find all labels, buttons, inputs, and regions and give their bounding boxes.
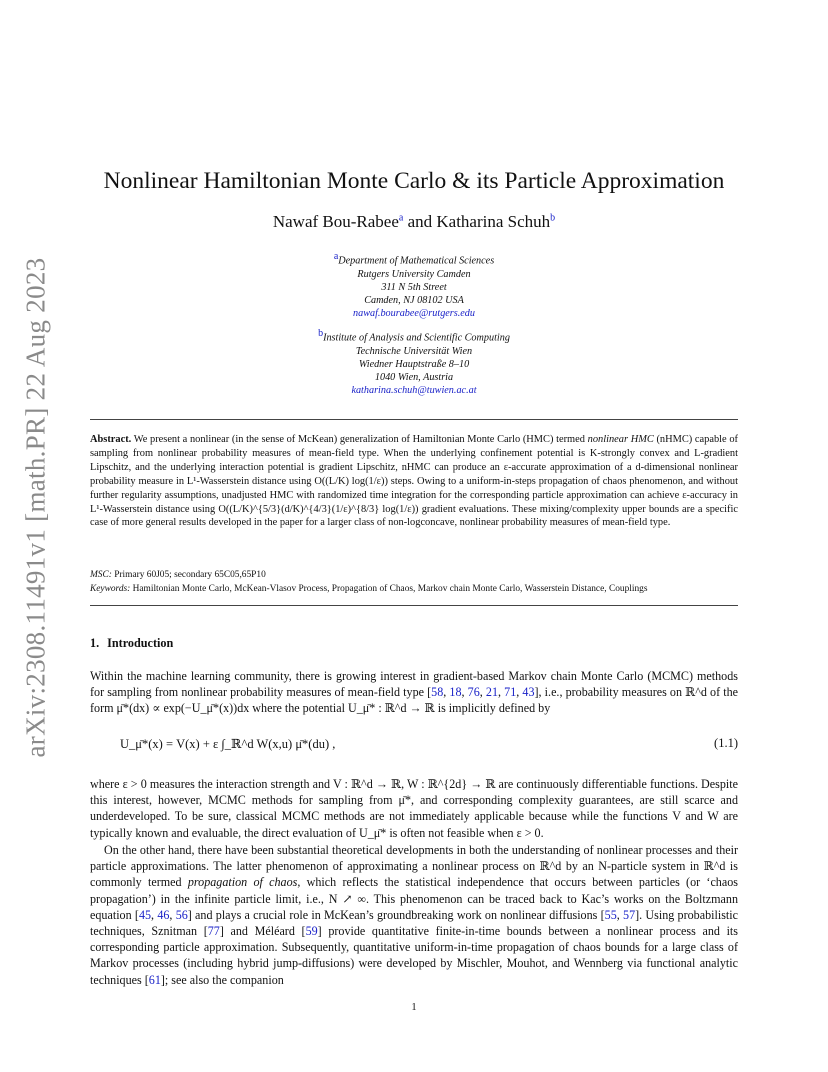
affiliation-mark[interactable]: a: [398, 212, 404, 224]
abstract-text: K-strongly convex and L-gradient Lipschitz, and the underlying interaction potential is gradient Lipschitz, nHMC can produce an ε-accurate approximation of a d-dimensional nonlinear probability measure in L¹-Wasserstein distance using O((L/K) log(1/ε)) steps. Owing to a uniform-in-steps propagation of chaos phenomenon, and without further regularity assumptions, unadjusted HMC with randomized time integration for the corresponding particle approximation can achieve ε-accuracy in L¹-Wasserstein distance using O((L/K)^{5/3}(d/K)^{4/3}(1/ε)^{8/3} log(1/ε)) gradient evaluations. These mixing/complexity upper bounds are a specific case of more general results developed in the paper for a larger class of non-logconcave, nonlinear probability measures of mean-field type.: [90, 447, 738, 529]
abstract-text: (nHMC) capable of sampling from nonlinear probability measures of mean-field type. When the underlying confinement potential is: [90, 434, 738, 459]
divider-rule: [90, 605, 738, 606]
keywords-text: Hamiltonian Monte Carlo, McKean-Vlasov Process, Propagation of Chaos, Markov chain Monte Carlo, Wasserstein Distance, Couplings: [132, 584, 648, 594]
paragraph-text: ]; see also the companion: [160, 972, 284, 987]
citation-link[interactable]: 58: [431, 685, 444, 700]
section-number: 1.: [90, 636, 100, 650]
affiliation-institution: Rutgers University Camden: [357, 268, 471, 280]
citation-link[interactable]: 61: [148, 972, 161, 987]
paragraph: On the other hand, there have been substantial theoretical developments in both the understanding of nonlinear processes and their particle approximations. The latter phenomenon of approximating a nonlinear process on ℝ^d by an N-particle system in ℝ^d is commonly termed propagation of chaos, which reflects the statistical independence that occurs between particles (or ‘chaos propagation’) in the infinite particle limit, i.e., N ↗ ∞. This phenomenon can be traced back to Kac’s works on the Boltzmann equation [45, 46, 56] and plays a crucial role in McKean’s groundbreaking work on nonlinear diffusions [55, 57]. Using probabilistic techniques, Sznitman [77] and Méléard [59] provide quantitative finite-in-time bounds between a nonlinear process and its corresponding particle approximation. Subsequently, quantitative uniform-in-time propagation of chaos bounds for a large class of Markov processes (including hybrid jump-diffusions) were developed by Mischler, Mouhot, and Wennberg via functional analytic techniques [61]; see also the companion: [90, 843, 739, 987]
equation-lhs: U_μ̄*(x): [120, 737, 163, 751]
abstract-text: nonlinear HMC: [587, 434, 654, 445]
citation-link[interactable]: 71: [504, 685, 517, 700]
author-email-link[interactable]: nawaf.bourabee@rutgers.edu: [353, 308, 475, 320]
paper-title: Nonlinear Hamiltonian Monte Carlo & its Particle Approximation: [103, 168, 725, 194]
author-line: [90, 212, 738, 232]
affiliation-city: Camden, NJ 08102 USA: [364, 295, 464, 306]
equation-rhs: = V(x) + ε ∫_ℝ^d W(x,u) μ̄*(du) ,: [165, 737, 336, 751]
affiliation-block-a: [90, 250, 738, 320]
affiliation-mark: b: [318, 328, 324, 339]
paragraph-text: where ε > 0 measures the interaction strength and V : ℝ^d → ℝ, W : ℝ^{2d} → ℝ are continuously differentiable functions. Despite this interest, however, MCMC methods for sampling from μ̄*, and corresponding complexity guarantees, are still scarce and underdeveloped. To be sure, classical MCMC methods are not immediately applicable because while the functions V and W are typically known and evaluable, the direct evaluation of U_μ̄* is often not feasible when ε > 0.: [90, 777, 738, 840]
divider-rule: [90, 419, 738, 420]
section-heading: [90, 636, 173, 651]
citation-link[interactable]: 77: [207, 924, 220, 939]
affiliation-mark[interactable]: b: [550, 212, 556, 224]
paragraph-text: On the other hand, there have been substantial theoretical developments in both the understanding of nonlinear processes and their particle approximations. The latter phenomenon of approximating a nonlinear process on ℝ^d by an N-particle system in ℝ^d is commonly termed: [90, 843, 738, 890]
paragraph-text: ], i.e., probability measures on ℝ^d of the form μ̄*(dx) ∝ exp(−U_μ̄*(x))dx where the potential U_μ̄* : ℝ^d → ℝ is implicitly defined by: [90, 685, 739, 716]
paragraph-text: ] provide quantitative finite-in-time bounds between a nonlinear process and its corresponding particle approximation. Subsequently, quantitative uniform-in-time propagation of chaos bounds for a large class of Markov processes (including hybrid jump-diffusions) were developed by Mischler, Mouhot, and Wennberg via functional analytic techniques [: [90, 924, 739, 987]
citation-link[interactable]: 76: [467, 685, 480, 700]
citation-link[interactable]: 57: [623, 907, 636, 922]
affiliation-street: Wiedner Hauptstraße 8–10: [358, 358, 470, 370]
msc-codes: Primary 60J05; secondary 65C05,65P10: [114, 570, 266, 580]
citation-link[interactable]: 55: [604, 907, 617, 922]
abstract: [90, 433, 738, 530]
author-name: Nawaf Bou-Rabee: [272, 212, 399, 231]
abstract-label: Abstract.: [90, 434, 132, 445]
paragraph-text: Within the machine learning community, there is growing interest in gradient-based Markov chain Monte Carlo (MCMC) methods for sampling from nonlinear probability measures of mean-field type [: [90, 669, 738, 700]
paragraph-text: ] and plays a crucial role in McKean’s groundbreaking work on nonlinear diffusions [: [187, 907, 605, 922]
msc-label: MSC:: [90, 570, 112, 580]
citation-link[interactable]: 45: [138, 907, 152, 922]
arxiv-identifier: arXiv:2308.11491v1 [math.PR] 22 Aug 2023: [20, 257, 51, 757]
author-email-link[interactable]: katharina.schuh@tuwien.ac.at: [351, 385, 477, 397]
paragraph-text: propagation of chaos: [187, 875, 298, 890]
citation-link[interactable]: 46: [157, 907, 170, 922]
equation-number: (1.1): [714, 736, 738, 750]
paragraph-text: , which reflects the statistical independence that occurs between particles (or ‘chaos propagation’) in the infinite particle limit, i.e., N ↗ ∞. This phenomenon can be traced back to Kac’s works on the Boltzmann equation [: [90, 875, 738, 922]
keywords-label: Keywords:: [90, 584, 131, 594]
affiliation-department: Institute of Analysis and Scientific Computing: [323, 332, 510, 344]
section-title: Introduction: [107, 636, 174, 650]
paragraph: Within the machine learning community, there is growing interest in gradient-based Markov chain Monte Carlo (MCMC) methods for sampling from nonlinear probability measures of mean-field type [58, 18, 76, 21, 71, 43], i.e., probability measures on ℝ^d of the form μ̄*(dx) ∝ exp(−U_μ̄*(x))dx where the potential U_μ̄* : ℝ^d → ℝ is implicitly defined by: [90, 669, 739, 716]
arxiv-stamp: [16, 257, 56, 757]
paragraph-text: ] and Méléard [: [219, 924, 306, 939]
citation-link[interactable]: 18: [449, 685, 462, 700]
citation-link[interactable]: 43: [522, 685, 535, 700]
citation-link[interactable]: 59: [305, 924, 318, 939]
affiliation-city: 1040 Wien, Austria: [374, 372, 454, 383]
affiliation-street: 311 N 5th Street: [381, 281, 447, 293]
citation-link[interactable]: 56: [175, 907, 188, 922]
display-equation: [90, 730, 738, 764]
paragraph: [90, 776, 738, 841]
citation-link[interactable]: 21: [485, 685, 498, 700]
abstract-text: We present a nonlinear (in the sense of McKean) generalization of Hamiltonian Monte Carlo (HMC) termed: [133, 434, 585, 445]
msc-line: [90, 569, 738, 582]
author-name: Katharina Schuh: [436, 212, 551, 231]
affiliation-block-b: [90, 327, 738, 397]
paragraph-text: ]. Using probabilistic techniques, Sznitman [: [90, 907, 739, 939]
affiliation-mark: a: [333, 251, 339, 262]
equation-body: [120, 736, 335, 752]
page-number: 1: [411, 1002, 417, 1013]
affiliation-department: Department of Mathematical Sciences: [338, 255, 495, 267]
affiliation-institution: Technische Universität Wien: [355, 345, 473, 357]
keywords-line: [90, 583, 738, 596]
author-conjunction: and: [407, 212, 433, 231]
